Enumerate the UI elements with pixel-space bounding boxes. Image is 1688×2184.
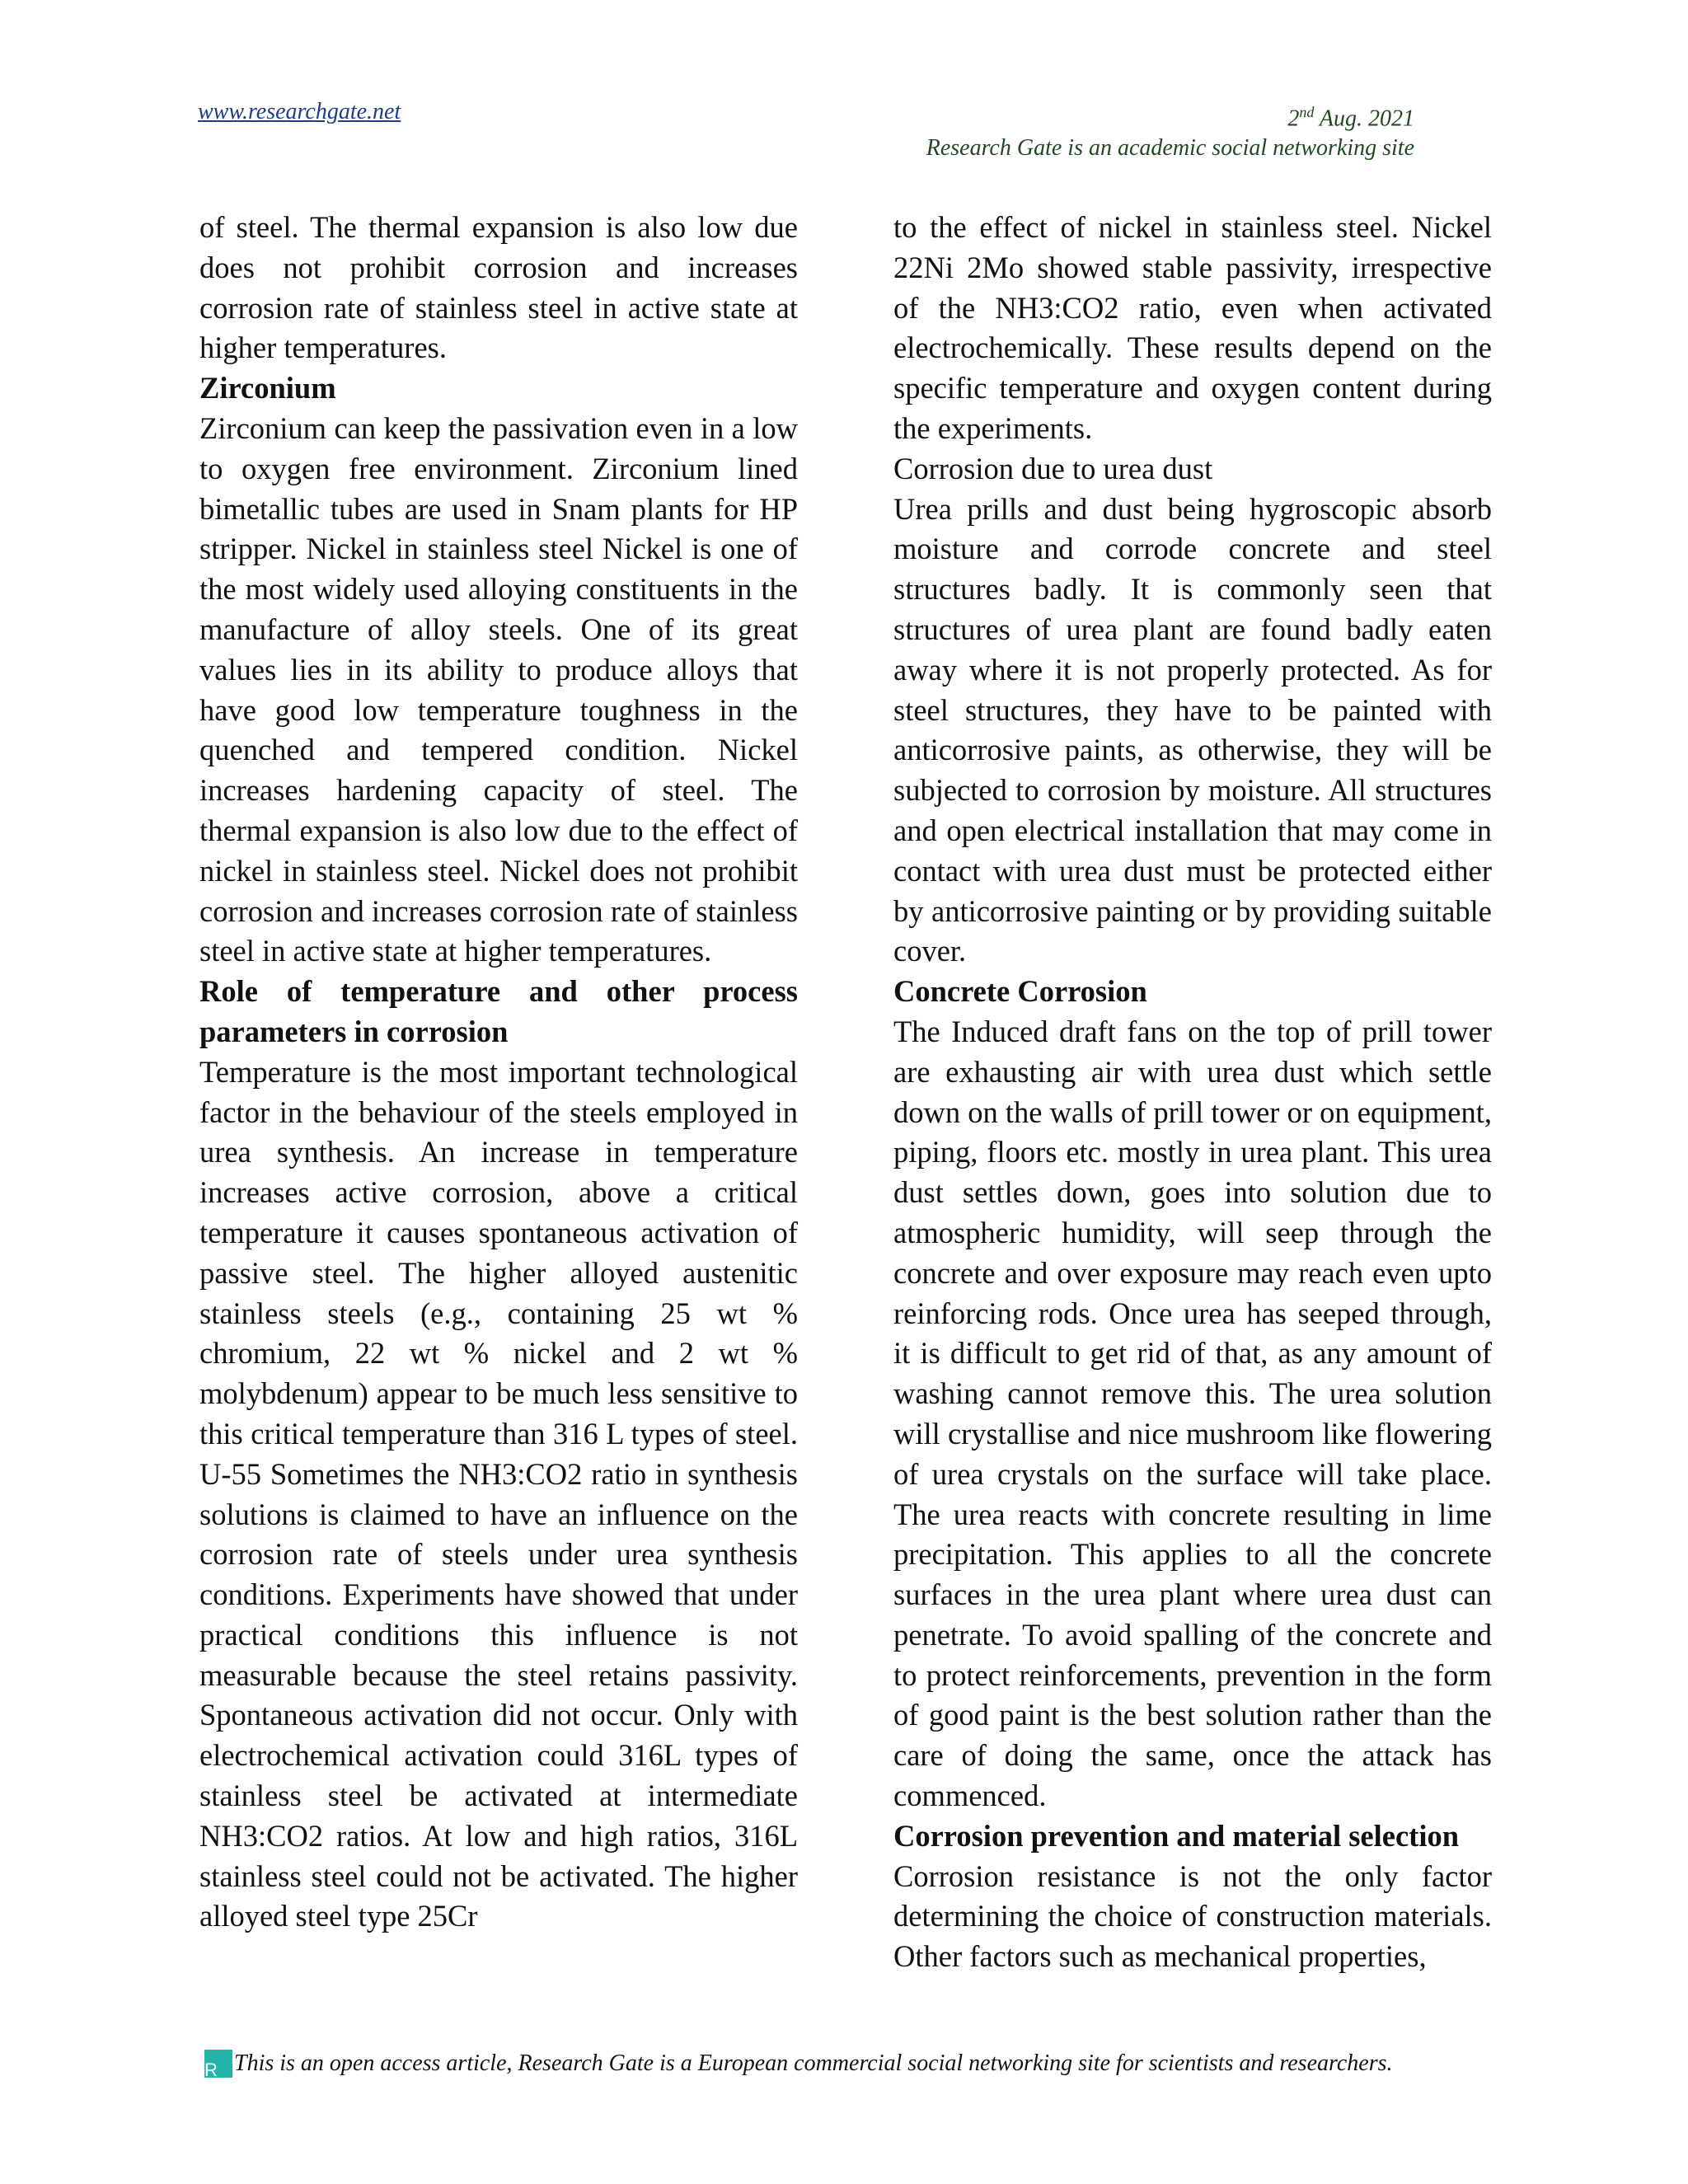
paragraph: Urea prills and dust being hygroscopic absorb moisture and corrode concrete and steel structures badly. It is commonly seen that structures of urea plant are found badly eaten away where it is not properly protected. As for steel structures, they have to be painted with anticorrosive paints, as otherwise, they will be subjected to corrosion by moisture. All structures and open electrical installation that may come in contact with urea dust must be protected either by anticorrosive painting or by providing suitable cover. xyxy=(893,491,1492,968)
header-subtitle: Research Gate is an academic social networking site xyxy=(926,135,1414,162)
date-suffix: nd xyxy=(1299,104,1315,120)
footer-text: This is an open access article, Research Gate is a European commercial social networking site for scientists and researchers. xyxy=(234,2050,1393,2076)
paragraph: Zirconium can keep the passivation even in a low to oxygen free environment. Zirconium lined bimetallic tubes are used in Snam plants for HP stripper. Nickel in stainless steel Nickel is one of the most widely used alloying constituents in the manufacture of alloy steels. One of its great values lies in its ability to produce alloys that have good low temperature toughness in the quenched and tempered condition. Nickel increases hardening capacity of steel. The thermal expansion is also low due to the effect of nickel in stainless steel. Nickel does not prohibit corrosion and increases corrosion rate of stainless steel in active state at higher temperatures. xyxy=(199,410,798,968)
right-column xyxy=(893,208,1492,1977)
date-day: 2 xyxy=(1287,105,1300,132)
paragraph: of steel. The thermal expansion is also low due does not prohibit corrosion and increases corrosion rate of stainless steel in active state at higher temperatures. xyxy=(199,210,798,365)
page-footer xyxy=(204,2049,1393,2079)
header-date xyxy=(926,97,1414,134)
subheading-urea-dust: Corrosion due to urea dust xyxy=(893,451,1213,485)
paragraph: Temperature is the most important technological factor in the behaviour of the steels employed in urea synthesis. An increase in temperature increases active corrosion, above a critical temperature it causes spontaneous activation of passive steel. The higher alloyed austenitic stainless steels (e.g., containing 25 wt % chromium, 22 wt % nickel and 2 wt % molybdenum) appear to be much less sensitive to this critical temperature than 316 L types of steel. U-55 Sometimes the NH3:CO2 ratio in synthesis solutions is claimed to have an influence on the corrosion rate of steels under urea synthesis conditions. Experiments have showed that under practical conditions this influence is not measurable because the steel retains passivity. Spontaneous activation did not occur. Only with electrochemical activation could 316L types of stainless steel be activated at intermediate NH3:CO2 ratios. At low and high ratios, 316L stainless steel could not be activated. The higher alloyed steel type 25Cr xyxy=(199,1054,798,1933)
paragraph: The Induced draft fans on the top of prill tower are exhausting air with urea dust which settle down on the walls of prill tower or on equipment, piping, floors etc. mostly in urea plant. This urea dust settles down, goes into solution due to atmospheric humidity, will seep through the concrete and over exposure may reach even upto reinforcing rods. Once urea has seeped through, it is difficult to get rid of that, as any amount of washing cannot remove this. The urea solution will crystallise and nice mushroom like flowering of urea crystals on the surface will take place. The urea reacts with concrete resulting in lime precipitation. This applies to all the concrete surfaces in the urea plant where urea dust can penetrate. To avoid spalling of the concrete and to protect reinforcements, prevention in the form of good paint is the best solution rather than the care of doing the same, once the attack has commenced. xyxy=(893,1014,1492,1813)
header-url-link[interactable]: www.researchgate.net xyxy=(198,99,401,124)
section-heading-concrete-corrosion: Concrete Corrosion xyxy=(893,974,1147,1009)
section-heading-zirconium: Zirconium xyxy=(199,371,336,405)
section-heading-material-selection: Corrosion prevention and material selection xyxy=(893,1818,1460,1853)
section-heading-temperature: Role of temperature and other process parameters in corrosion xyxy=(199,974,798,1048)
header-meta xyxy=(926,97,1414,163)
paragraph: Corrosion resistance is not the only factor determining the choice of construction materials. Other factors such as mechanical properties, xyxy=(893,1858,1492,1974)
researchgate-logo-icon: R xyxy=(204,2050,232,2078)
date-rest: Aug. 2021 xyxy=(1314,105,1414,132)
left-column xyxy=(199,208,798,1937)
paragraph: to the effect of nickel in stainless steel. Nickel 22Ni 2Mo showed stable passivity, irrespective of the NH3:CO2 ratio, even when activated electrochemically. These results depend on the specific temperature and oxygen content during the experiments. xyxy=(893,210,1492,445)
